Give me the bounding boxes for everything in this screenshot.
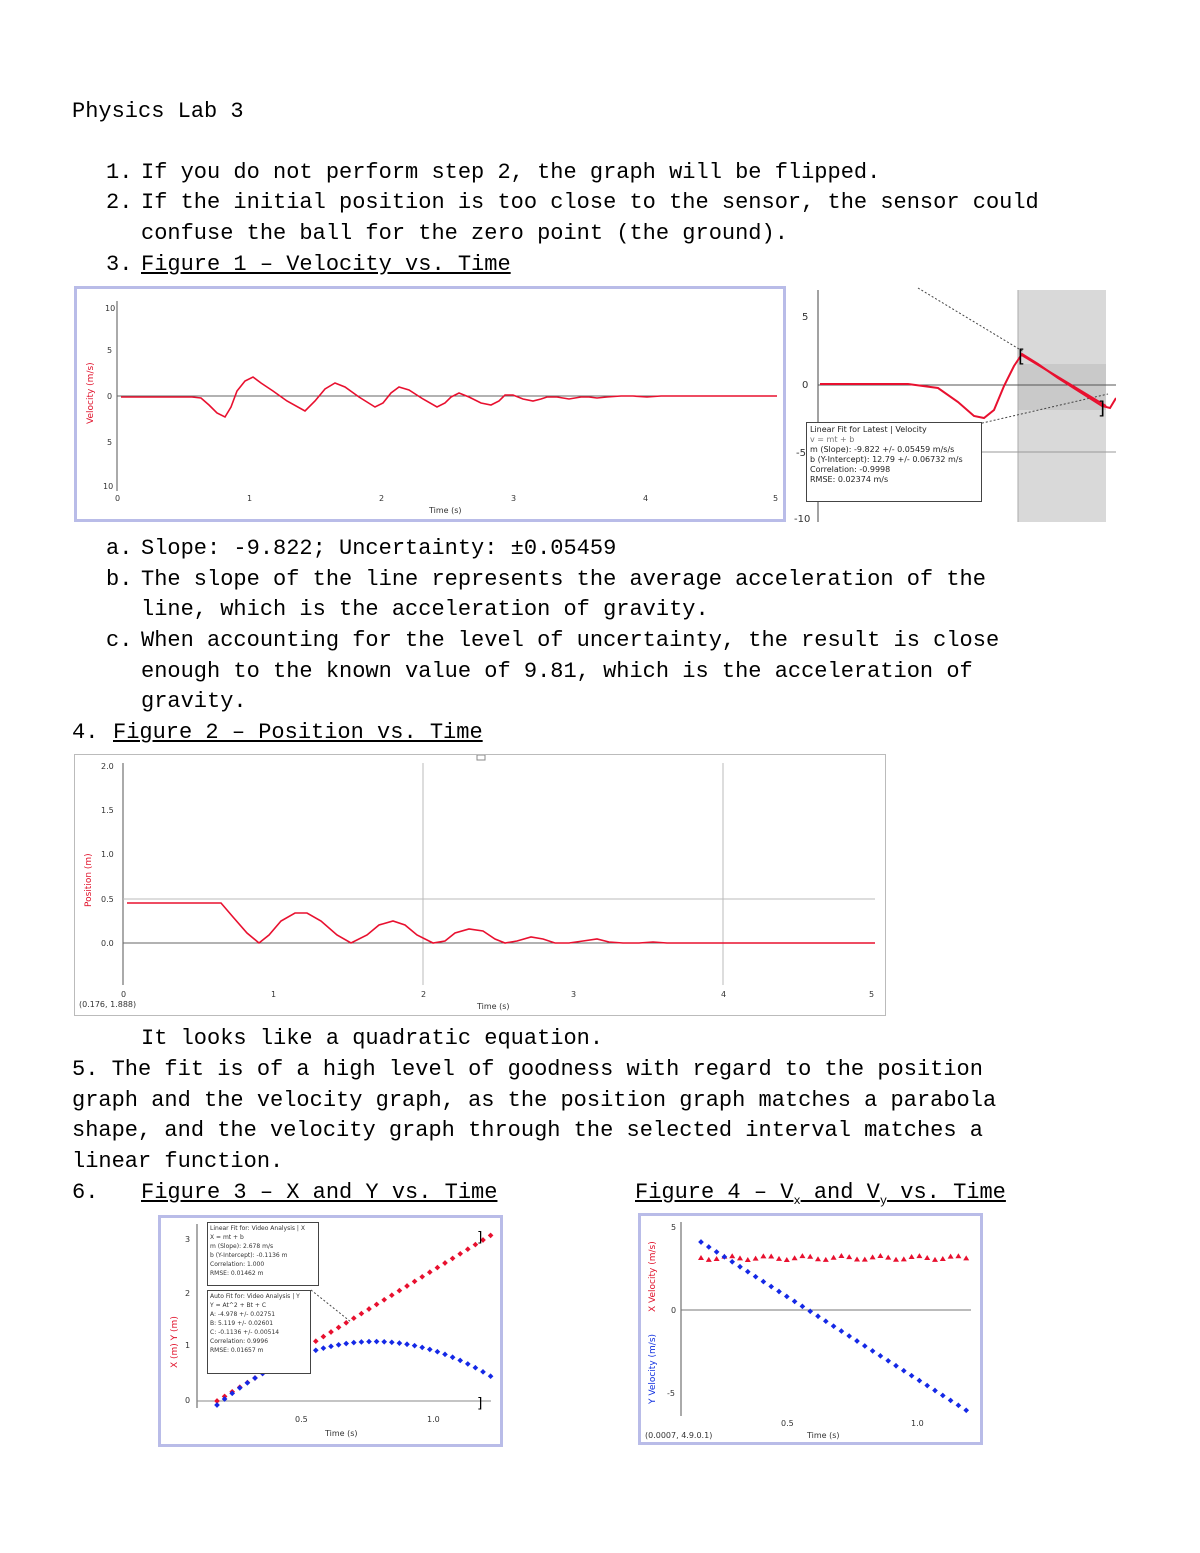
zoom-ytick: -5: [796, 448, 806, 459]
x-position-point: [313, 1338, 319, 1344]
figure-4-y-label-x: X Velocity (m/s): [648, 1241, 658, 1312]
vx-point: [823, 1257, 829, 1262]
vx-point: [698, 1255, 704, 1260]
y-position-point: [404, 1341, 410, 1347]
fig4-xtick: 0.5: [781, 1419, 794, 1428]
vy-point: [854, 1338, 860, 1344]
fig1-xtick: 4: [643, 494, 649, 503]
x-position-point: [450, 1256, 456, 1262]
vx-point: [870, 1254, 876, 1259]
figure-4-vy-series: [698, 1239, 969, 1413]
figure-1-y-ticks: [103, 304, 115, 491]
figure-2-plot: [75, 755, 885, 1015]
vy-point: [792, 1299, 798, 1305]
figure-3-xy-chart: [158, 1215, 503, 1447]
item-5-line: 5. The fit is of a high level of goodness with regard to the position: [72, 1057, 983, 1082]
vy-point: [917, 1378, 923, 1384]
fig1-xtick: 2: [379, 494, 385, 503]
fig4-ytick: 0: [671, 1306, 677, 1315]
fig3-xtick: 1.0: [427, 1415, 440, 1424]
x-position-point: [435, 1265, 441, 1271]
vx-point: [760, 1253, 766, 1258]
fig1-ytick: 5: [107, 438, 113, 447]
vx-point: [784, 1257, 790, 1262]
y-position-point: [465, 1361, 471, 1367]
vy-point: [706, 1244, 712, 1250]
subitem-c-text: gravity.: [141, 689, 247, 714]
selection-band: [1018, 364, 1106, 410]
fit-slope: m (Slope): -9.822 +/- 0.05459 m/s/s: [810, 445, 955, 454]
vy-point: [901, 1368, 907, 1374]
vy-point: [940, 1393, 946, 1399]
fig4-ytick: 5: [671, 1223, 677, 1232]
y-position-point: [389, 1339, 395, 1345]
vy-point: [729, 1259, 735, 1265]
vy-point: [800, 1304, 806, 1310]
vx-point: [955, 1253, 961, 1258]
vx-point: [940, 1256, 946, 1261]
vy-point: [761, 1279, 767, 1285]
fig2-xtick: 1: [271, 990, 277, 999]
fig3-ytick: 0: [185, 1396, 191, 1405]
bracket-right-icon: ]: [477, 1396, 483, 1412]
fit-rmse: RMSE: 0.02374 m/s: [810, 475, 889, 484]
vy-point: [784, 1294, 790, 1300]
fig2-ytick: 0.5: [101, 895, 114, 904]
x-position-point: [442, 1260, 448, 1266]
vx-point: [838, 1253, 844, 1258]
fig1-xtick: 5: [773, 494, 779, 503]
y-position-point: [252, 1375, 258, 1381]
y-position-point: [328, 1344, 334, 1350]
fit-line: X = mt + b: [210, 1234, 244, 1241]
fit-intercept: b (Y-Intercept): 12.79 +/- 0.06732 m/s: [810, 455, 963, 464]
vy-point: [924, 1383, 930, 1389]
fig1-xtick: 1: [247, 494, 253, 503]
figure-4-plot: [641, 1216, 980, 1442]
y-position-point: [374, 1339, 380, 1345]
fit-line: Linear Fit for: Video Analysis | X: [210, 1225, 305, 1232]
resize-handle: [477, 755, 485, 760]
vy-point: [698, 1239, 704, 1245]
vx-point: [807, 1254, 813, 1259]
y-position-point: [480, 1369, 486, 1375]
subitem-c-label: c.: [106, 628, 133, 653]
fig1-ytick: 10: [103, 482, 114, 491]
vx-point: [963, 1255, 969, 1260]
subitem-a-text: Slope: -9.822; Uncertainty: ±0.05459: [141, 536, 617, 561]
vy-point: [823, 1318, 829, 1324]
vy-point: [831, 1323, 837, 1329]
y-position-point: [435, 1349, 441, 1355]
y-position-point: [457, 1358, 463, 1364]
vy-point: [846, 1333, 852, 1339]
item-4-note: It looks like a quadratic equation.: [141, 1026, 604, 1051]
fit-line: Y = At^2 + Bt + C: [210, 1302, 267, 1309]
vx-point: [729, 1253, 735, 1258]
fit-line: Auto Fit for: Video Analysis | Y: [210, 1293, 300, 1300]
x-position-point: [343, 1320, 349, 1326]
vx-point: [706, 1257, 712, 1262]
vy-point: [714, 1249, 720, 1255]
item-5-line: linear function.: [72, 1149, 284, 1174]
figure-1-x-label: Time (s): [429, 506, 462, 515]
figure-3-caption: Figure 3 – X and Y vs. Time: [141, 1180, 498, 1205]
vx-point: [877, 1253, 883, 1258]
y-position-point: [359, 1339, 365, 1345]
fig2-ytick: 2.0: [101, 762, 114, 771]
fig1-ytick: 10: [105, 304, 116, 313]
figure-2-x-label: Time (s): [477, 1002, 510, 1011]
vx-point: [768, 1253, 774, 1258]
subitem-b-text: line, which is the acceleration of gravity.: [141, 597, 709, 622]
y-position-point: [351, 1340, 357, 1346]
vx-point: [737, 1255, 743, 1260]
fig2-xtick: 3: [571, 990, 577, 999]
vy-point: [932, 1388, 938, 1394]
y-position-point: [473, 1365, 479, 1371]
fig2-xtick: 4: [721, 990, 727, 999]
vy-point: [737, 1264, 743, 1270]
vx-point: [901, 1256, 907, 1261]
fit-line: RMSE: 0.01657 m: [210, 1347, 264, 1354]
y-position-point: [366, 1339, 372, 1345]
vy-point: [722, 1254, 728, 1260]
x-position-point: [457, 1251, 463, 1257]
vy-point: [807, 1308, 813, 1314]
x-position-point: [488, 1233, 494, 1239]
fig3-linear-fit-box[interactable]: [207, 1222, 319, 1286]
vy-point: [870, 1348, 876, 1354]
zoom-ytick: 5: [802, 312, 809, 323]
vy-point: [948, 1398, 954, 1404]
y-position-point: [427, 1347, 433, 1353]
y-position-point: [381, 1339, 387, 1345]
zoom-ytick: -10: [794, 514, 811, 522]
bracket-left-icon: [: [1018, 346, 1026, 367]
vy-point: [776, 1289, 782, 1295]
x-position-point: [404, 1283, 410, 1289]
fig4-caption-part: and V: [800, 1180, 880, 1205]
figure-2-caption: Figure 2 – Position vs. Time: [113, 720, 483, 745]
x-position-point: [351, 1315, 357, 1321]
fig2-ytick: 1.5: [101, 806, 114, 815]
vx-point: [846, 1254, 852, 1259]
vy-point: [878, 1353, 884, 1359]
vx-point: [932, 1257, 938, 1262]
fit-line: m (Slope): 2.678 m/s: [210, 1243, 274, 1250]
vy-point: [909, 1373, 915, 1379]
x-position-point: [366, 1306, 372, 1312]
vy-point: [956, 1403, 962, 1409]
figure-2-readout: (0.176, 1.888): [79, 1000, 137, 1009]
vx-point: [831, 1255, 837, 1260]
figure-3-x-label: Time (s): [325, 1429, 358, 1438]
subitem-a-label: a.: [106, 536, 133, 561]
fig3-ytick: 1: [185, 1341, 191, 1350]
fig4-caption-sub-y: y: [879, 1194, 888, 1208]
figure-4-caption: [635, 1178, 1006, 1210]
x-position-point: [381, 1297, 387, 1303]
y-position-point: [245, 1380, 251, 1386]
figure-3-y-label: X (m) Y (m): [170, 1316, 180, 1368]
vy-point: [893, 1363, 899, 1369]
y-position-point: [419, 1345, 425, 1351]
fig4-caption-sub-x: x: [793, 1194, 801, 1208]
vy-point: [885, 1358, 891, 1364]
vx-point: [799, 1253, 805, 1258]
x-position-point: [321, 1334, 327, 1340]
x-position-point: [412, 1279, 418, 1285]
x-position-point: [465, 1246, 471, 1252]
figure-1-plot: [77, 289, 783, 519]
item-1-text: If you do not perform step 2, the graph will be flipped.: [141, 160, 881, 185]
x-position-point: [427, 1269, 433, 1275]
x-position-point: [419, 1274, 425, 1280]
item-1-number: 1.: [106, 160, 133, 185]
y-position-point: [237, 1385, 243, 1391]
fig1-ytick: 5: [107, 346, 113, 355]
vx-point: [885, 1255, 891, 1260]
vy-point: [768, 1284, 774, 1290]
figure-4-y-label-y: Y Velocity (m/s): [648, 1333, 658, 1404]
doc-title: Physics Lab 3: [72, 99, 244, 124]
vx-point: [753, 1256, 759, 1261]
y-position-point: [336, 1342, 342, 1348]
vy-point: [963, 1407, 969, 1413]
vx-point: [854, 1257, 860, 1262]
figure-1-y-label: Velocity (m/s): [86, 362, 96, 424]
x-position-point: [374, 1302, 380, 1308]
item-2-continuation: confuse the ball for the zero point (the ground).: [141, 221, 788, 246]
bracket-right-icon: ]: [1098, 398, 1106, 419]
subitem-b-text: The slope of the line represents the average acceleration of the: [141, 567, 986, 592]
fig3-auto-fit-box[interactable]: [207, 1290, 311, 1374]
fig1-xtick: 0: [115, 494, 121, 503]
fit-line: C: -0.1136 +/- 0.00514: [210, 1329, 280, 1336]
vx-point: [776, 1256, 782, 1261]
vx-point: [924, 1255, 930, 1260]
vx-point: [714, 1256, 720, 1261]
fig4-caption-part: Figure 4 – V: [635, 1180, 794, 1205]
fig1-ytick: 0: [107, 392, 113, 401]
item-2-text: If the initial position is too close to the sensor, the sensor could: [141, 190, 1039, 215]
x-position-point: [328, 1329, 334, 1335]
fit-line: Correlation: 1.000: [210, 1261, 265, 1268]
y-position-point: [412, 1343, 418, 1349]
fig2-xtick: 5: [869, 990, 875, 999]
linear-fit-box[interactable]: [806, 422, 982, 502]
fig3-xtick: 0.5: [295, 1415, 308, 1424]
fit-line: Correlation: 0.9996: [210, 1338, 269, 1345]
fig1-xtick: 3: [511, 494, 517, 503]
figure-1-caption: Figure 1 – Velocity vs. Time: [141, 252, 511, 277]
figure-4-velocity-components-chart: [638, 1213, 983, 1445]
item-2-number: 2.: [106, 190, 133, 215]
item-4-number: 4.: [72, 720, 99, 745]
fit-title: Linear Fit for Latest | Velocity: [810, 425, 927, 434]
y-position-point: [397, 1340, 403, 1346]
figure-2-position-trace: [127, 903, 875, 943]
y-position-point: [442, 1352, 448, 1358]
x-position-point: [397, 1288, 403, 1294]
item-6-number: 6.: [72, 1180, 99, 1205]
zoom-ytick: 0: [802, 380, 809, 391]
subitem-b-label: b.: [106, 567, 133, 592]
fig2-xtick: 2: [421, 990, 427, 999]
fig2-ytick: 1.0: [101, 850, 114, 859]
fig2-ytick: 0.0: [101, 939, 114, 948]
vy-point: [745, 1269, 751, 1275]
fit-line: b (Y-Intercept): -0.1136 m: [210, 1252, 288, 1259]
y-position-point: [321, 1345, 327, 1351]
figure-4-readout: (0.0007, 4.9.0.1): [645, 1431, 713, 1440]
figure-4-vx-series: [698, 1253, 969, 1262]
y-position-point: [343, 1341, 349, 1347]
fig3-ytick: 2: [185, 1289, 191, 1298]
figure-1-velocity-chart: [74, 286, 786, 522]
figure-1-x-ticks: [115, 494, 778, 503]
vx-point: [862, 1257, 868, 1262]
x-position-point: [389, 1292, 395, 1298]
figure-2-position-chart: [74, 754, 886, 1016]
figure-1-velocity-trace: [121, 377, 777, 417]
vy-point: [815, 1313, 821, 1319]
y-position-point: [488, 1373, 494, 1379]
subitem-c-text: enough to the known value of 9.81, which is the acceleration of: [141, 659, 973, 684]
x-position-point: [359, 1311, 365, 1317]
vx-point: [792, 1255, 798, 1260]
y-position-point: [313, 1347, 319, 1353]
fig4-xtick: 1.0: [911, 1419, 924, 1428]
vx-point: [909, 1254, 915, 1259]
y-position-point: [450, 1354, 456, 1360]
figure-4-x-label: Time (s): [807, 1431, 840, 1440]
fig4-ytick: -5: [667, 1389, 675, 1398]
vx-point: [916, 1253, 922, 1258]
vx-point: [893, 1257, 899, 1262]
item-3-number: 3.: [106, 252, 133, 277]
vx-point: [815, 1256, 821, 1261]
figure-1-zoom-chart: [788, 286, 1116, 522]
fig3-ytick: 3: [185, 1235, 191, 1244]
fit-line: RMSE: 0.01462 m: [210, 1270, 264, 1277]
fit-line: A: -4.978 +/- 0.02751: [210, 1311, 276, 1318]
x-position-point: [336, 1325, 342, 1331]
fig4-caption-part: vs. Time: [887, 1180, 1006, 1205]
fig2-xtick: 0: [121, 990, 127, 999]
vx-point: [745, 1257, 751, 1262]
y-position-point: [214, 1402, 220, 1408]
vy-point: [839, 1328, 845, 1334]
fit-equation: v = mt + b: [810, 435, 855, 444]
vy-point: [753, 1274, 759, 1280]
subitem-c-text: When accounting for the level of uncertainty, the result is close: [141, 628, 1000, 653]
item-5-line: graph and the velocity graph, as the position graph matches a parabola: [72, 1088, 997, 1113]
fit-line: B: 5.119 +/- 0.02601: [210, 1320, 274, 1327]
vy-point: [862, 1343, 868, 1349]
fit-correlation: Correlation: -0.9998: [810, 465, 891, 474]
figure-2-y-label: Position (m): [84, 853, 94, 907]
bracket-right-icon: ]: [477, 1230, 483, 1246]
vx-point: [948, 1254, 954, 1259]
item-5-line: shape, and the velocity graph through the selected interval matches a: [72, 1118, 983, 1143]
